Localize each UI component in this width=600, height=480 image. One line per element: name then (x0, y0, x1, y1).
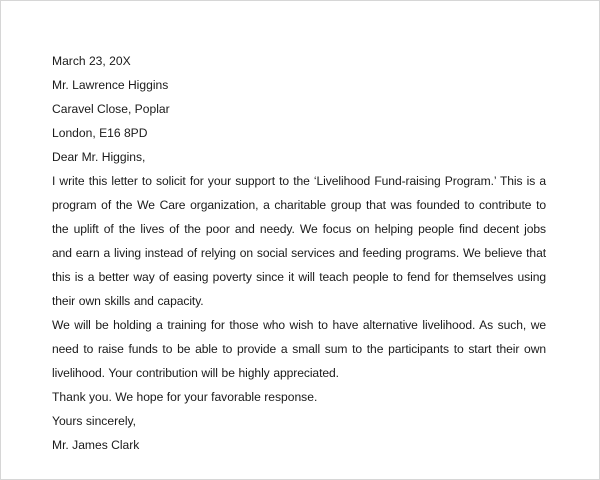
recipient-name: Mr. Lawrence Higgins (52, 78, 169, 92)
paragraph-intro: I write this letter to solicit for your support to the ‘Livelihood Fund-raising Program.’ This is a program of the We Care organization, a charitable group that was founded to contribute to the uplift of the lives of the poor and needy. We focus on helping people find decent jobs and earn a living instead of relying on social services and feeding programs. We believe that this is a better way of easing poverty since it will teach people to fend for themselves using their own skills and capacity. (52, 174, 546, 308)
recipient-city: London, E16 8PD (52, 126, 148, 140)
letter-date: March 23, 20X (52, 54, 131, 68)
recipient-street: Caravel Close, Poplar (52, 102, 170, 116)
closing: Yours sincerely, (52, 414, 137, 428)
signature: Mr. James Clark (52, 438, 140, 452)
salutation: Dear Mr. Higgins, (52, 150, 146, 164)
paragraph-training: We will be holding a training for those who wish to have alternative livelihood. As such, we need to raise funds to be able to provide a small sum to the participants to start their own livelihood. Your contribution will be highly appreciated. (52, 318, 546, 380)
letter-body (52, 49, 546, 457)
paragraph-thanks: Thank you. We hope for your favorable response. (52, 390, 318, 404)
